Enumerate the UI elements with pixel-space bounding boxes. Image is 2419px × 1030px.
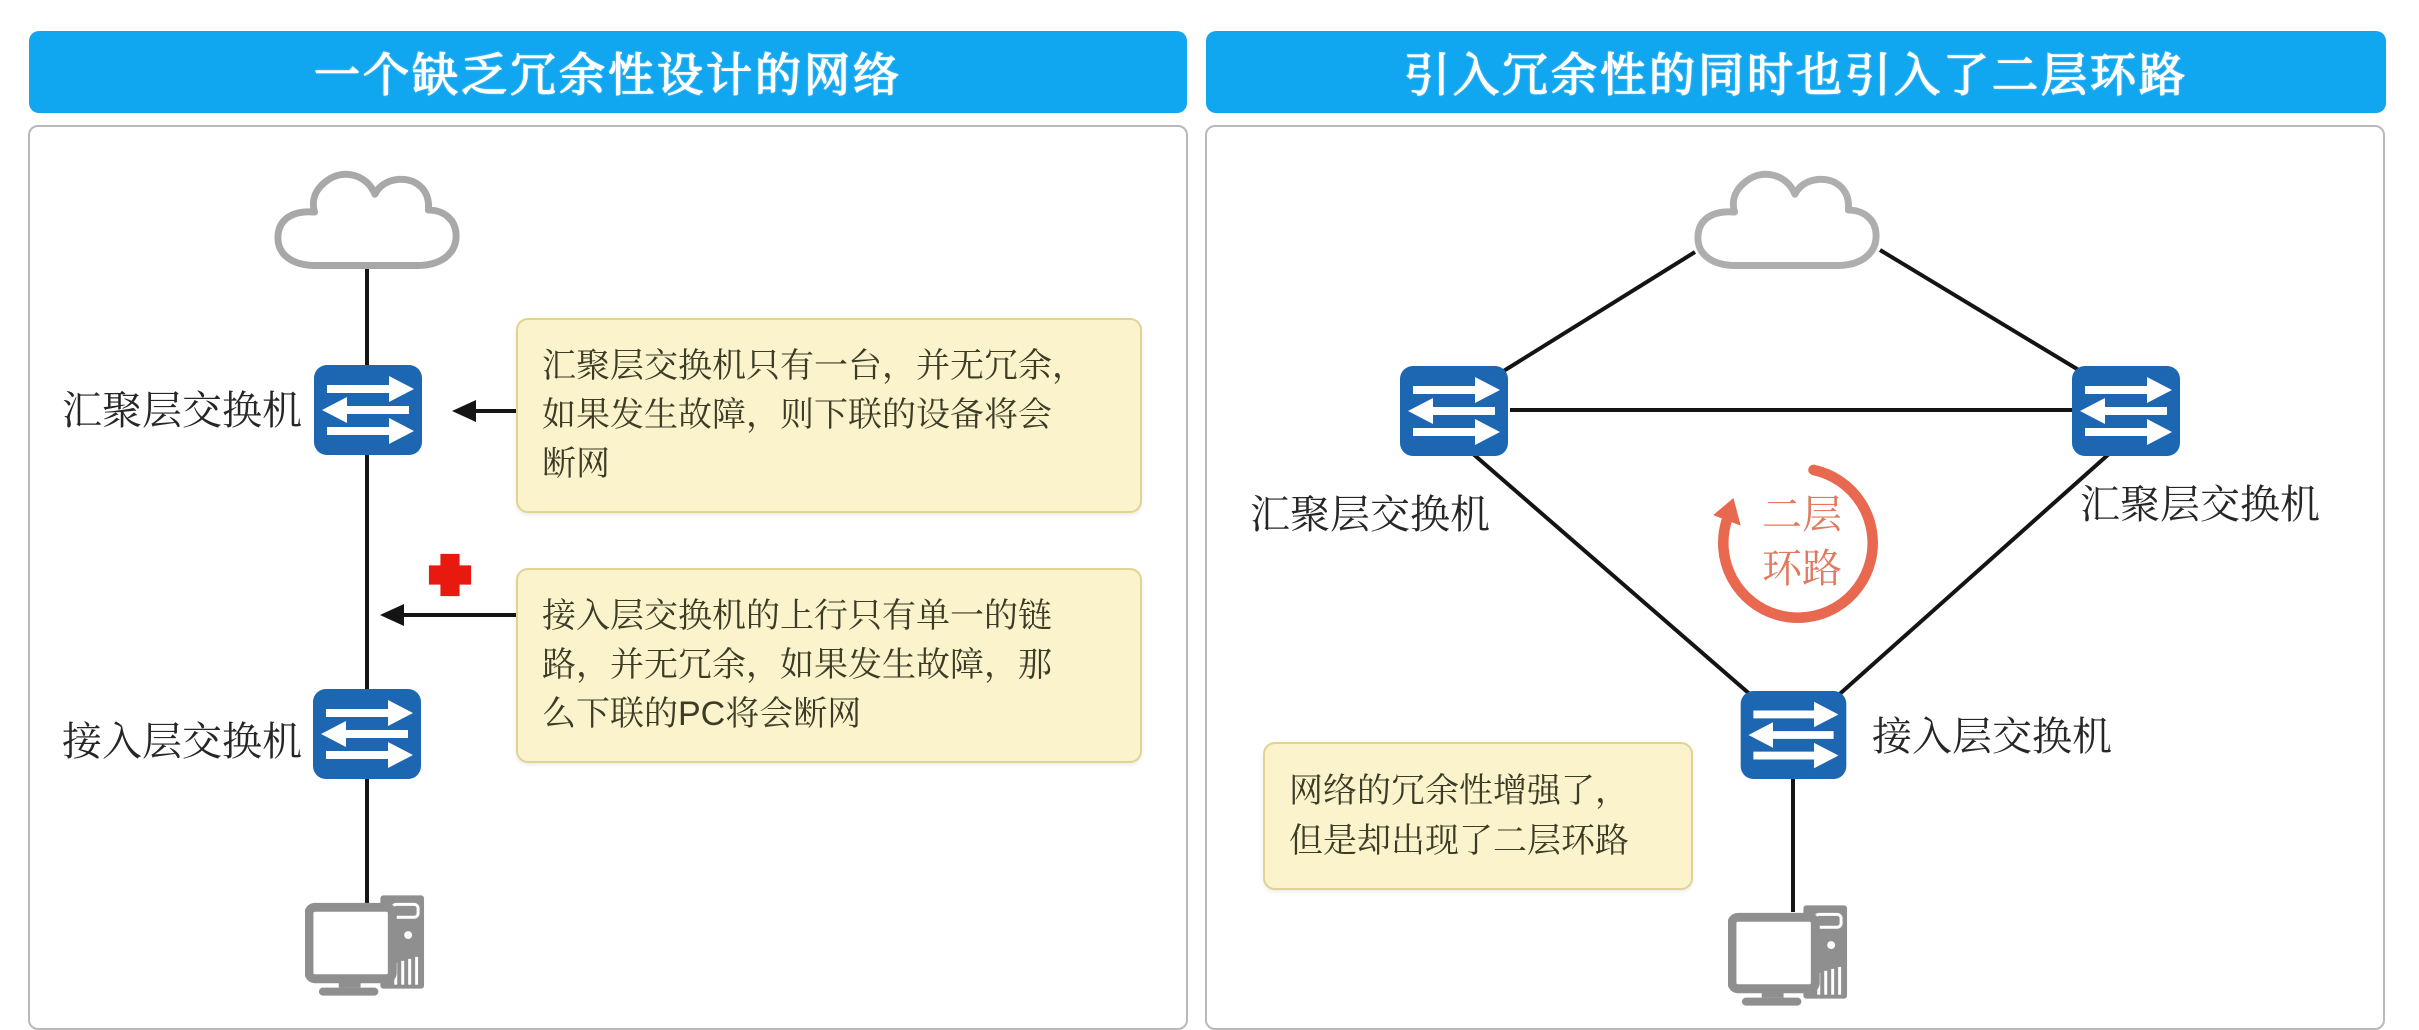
loop-label-line: 二层 [1762, 493, 1842, 537]
internet-cloud-icon-right [1688, 158, 1886, 274]
right-access-switch-label: 接入层交换机 [1872, 715, 2112, 759]
layer2-loop-label [1737, 488, 1867, 596]
note-line: 如果发生故障，则下联的设备将会 [542, 396, 1052, 434]
right-access-switch-icon [1735, 690, 1852, 780]
note-aggregation-no-redundancy [516, 318, 1142, 513]
right-panel-title: 引入冗余性的同时也引入了二层环路 [1206, 31, 2386, 113]
note-line: 汇聚层交换机只有一台，并无冗余， [542, 347, 1086, 385]
right-aggregation-switch-right-label: 汇聚层交换机 [2080, 483, 2320, 527]
note-line: 但是却出现了二层环路 [1289, 822, 1629, 860]
loop-label-line: 环路 [1762, 547, 1842, 591]
note-line: 路，并无冗余，如果发生故障，那 [542, 646, 1052, 684]
left-panel-title: 一个缺乏冗余性设计的网络 [29, 31, 1187, 113]
left-access-switch-label: 接入层交换机 [62, 720, 302, 764]
left-access-switch-icon [312, 688, 422, 780]
right-aggregation-switch-left-label: 汇聚层交换机 [1250, 493, 1490, 537]
note-line: 网络的冗余性增强了， [1289, 772, 1629, 810]
note-redundancy-loop [1263, 742, 1693, 890]
note-line: 么下联的PC将会断网 [542, 695, 862, 733]
note-access-single-uplink [516, 568, 1142, 763]
left-aggregation-switch-icon [313, 363, 423, 457]
note-line: 断网 [542, 445, 610, 483]
right-aggregation-switch-left-icon [1398, 365, 1510, 457]
note-line: 接入层交换机的上行只有单一的链 [542, 597, 1052, 635]
right-pc-icon [1728, 903, 1852, 1007]
left-aggregation-switch-label: 汇聚层交换机 [62, 389, 302, 433]
failure-cross-icon [427, 552, 473, 598]
left-pc-icon [305, 893, 429, 997]
right-aggregation-switch-right-icon [2070, 365, 2182, 457]
internet-cloud-icon [268, 158, 466, 274]
